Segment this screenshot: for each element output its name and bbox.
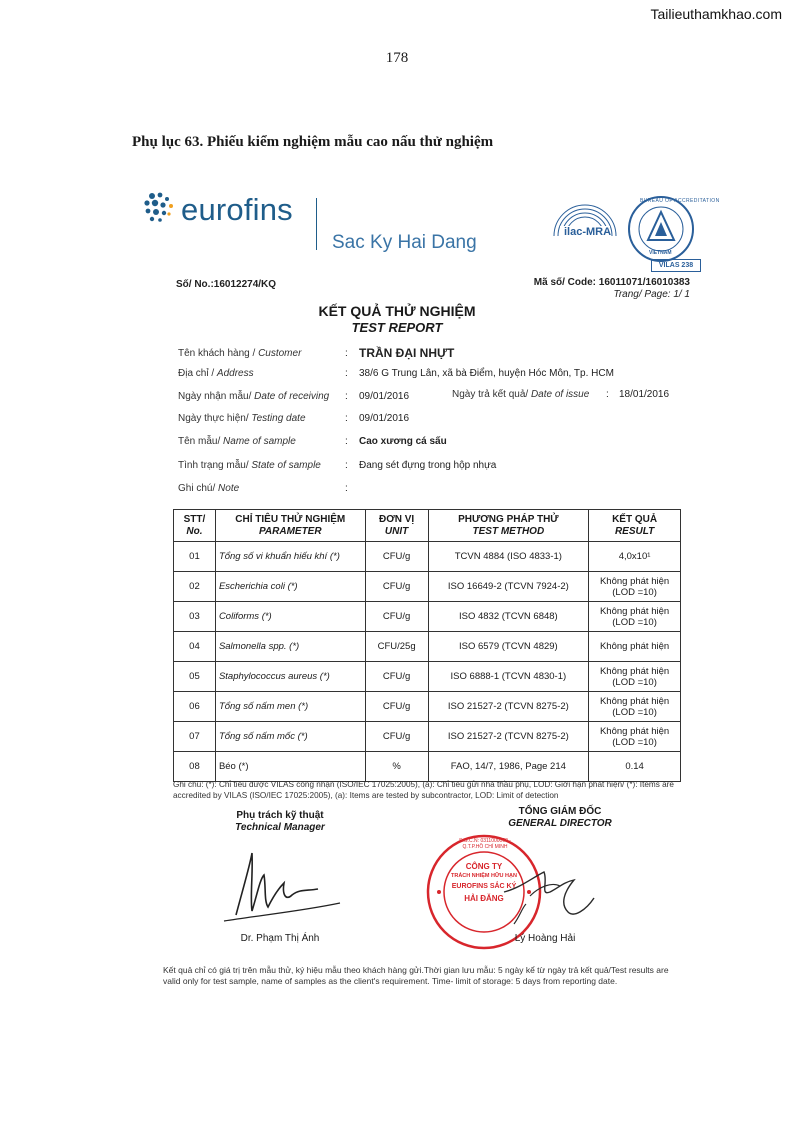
receiving-date-label bbox=[178, 391, 329, 402]
cell-no: 03 bbox=[174, 602, 216, 632]
colon: : bbox=[345, 413, 348, 424]
boa-country: VIETNAM bbox=[649, 250, 672, 256]
issue-date-label-vi: Ngày trả kết quả/ bbox=[452, 389, 531, 400]
header-unit bbox=[365, 510, 428, 542]
cell-parameter: Coliforms (*) bbox=[215, 602, 365, 632]
page-number: 178 bbox=[385, 50, 409, 66]
header-no bbox=[174, 510, 216, 542]
cell-parameter: Salmonella spp. (*) bbox=[215, 632, 365, 662]
eurofins-logo-text: eurofins bbox=[181, 192, 293, 227]
cell-result: Không phát hiện (LOD =10) bbox=[589, 572, 681, 602]
customer-value: TRẦN ĐẠI NHỰT bbox=[359, 346, 455, 360]
cell-unit: CFU/25g bbox=[365, 632, 428, 662]
footnote: Ghi chú: (*): Chỉ tiêu được VILAS công nhận (ISO/IEC 17025:2005), (a): Chỉ tiêu gửi nhà thầu phụ, LOD: Giới hạn phát hiện/ (*): Items are accredited by VILAS (ISO/IEC 17025:2005), (a): Items are tested by subcontractor, LOD: Limit of detection bbox=[173, 780, 674, 800]
cell-parameter: Tổng số nấm mốc (*) bbox=[215, 722, 365, 752]
table-row bbox=[174, 572, 681, 602]
boa-ring-text: BUREAU OF ACCREDITATION bbox=[640, 198, 720, 204]
cell-method: TCVN 4884 (ISO 4833-1) bbox=[428, 542, 589, 572]
cell-result: 0.14 bbox=[589, 752, 681, 782]
cell-result: Không phát hiện (LOD =10) bbox=[589, 692, 681, 722]
stamp-line-4: HẢI ĐĂNG bbox=[464, 894, 504, 903]
cell-parameter: Tổng số nấm men (*) bbox=[215, 692, 365, 722]
tech-manager-title-en: Technical Manager bbox=[235, 822, 325, 833]
cell-method: ISO 16649-2 (TCVN 7924-2) bbox=[428, 572, 589, 602]
table-row bbox=[174, 752, 681, 782]
receiving-date-label-vi: Ngày nhận mẫu/ bbox=[178, 391, 255, 402]
table-header-row bbox=[174, 510, 681, 542]
cell-no: 07 bbox=[174, 722, 216, 752]
cell-method: ISO 21527-2 (TCVN 8275-2) bbox=[428, 692, 589, 722]
cell-method: ISO 4832 (TCVN 6848) bbox=[428, 602, 589, 632]
note-label-en: Note bbox=[218, 483, 240, 494]
note-label-vi: Ghi chú/ bbox=[178, 483, 219, 494]
testing-date-label-en: Testing date bbox=[251, 413, 306, 424]
header-result-en: RESULT bbox=[614, 525, 655, 537]
report-title-vi: KẾT QUẢ THỬ NGHIỆM bbox=[318, 303, 476, 319]
header-unit-en: UNIT bbox=[384, 525, 409, 537]
issue-date-label bbox=[452, 389, 589, 400]
address-value: 38/6 G Trung Lân, xã bà Điểm, huyện Hóc Môn, Tp. HCM bbox=[359, 368, 614, 379]
cell-parameter: Béo (*) bbox=[215, 752, 365, 782]
sample-state-label-vi: Tình trạng mẫu/ bbox=[178, 460, 252, 471]
testing-date-label bbox=[178, 413, 306, 424]
cell-method: ISO 6888-1 (TCVN 4830-1) bbox=[428, 662, 589, 692]
report-title-en: TEST REPORT bbox=[351, 320, 443, 335]
colon: : bbox=[345, 483, 348, 494]
colon: : bbox=[345, 436, 348, 447]
stamp-ring-text: S.G.C.N: 0311000000 - Q.T.P.HỒ CHÍ MINH bbox=[459, 838, 511, 850]
tech-manager-name: Dr. Phạm Thị Ánh bbox=[240, 933, 320, 944]
cell-no: 05 bbox=[174, 662, 216, 692]
logo-subtitle: Sac Ky Hai Dang bbox=[332, 232, 477, 253]
colon: : bbox=[606, 389, 609, 400]
customer-label bbox=[178, 348, 301, 359]
cell-method: ISO 6579 (TCVN 4829) bbox=[428, 632, 589, 662]
report-number: Số/ No.:16012274/KQ bbox=[176, 279, 277, 290]
colon: : bbox=[345, 460, 348, 471]
logo-divider bbox=[316, 198, 317, 250]
cell-method: FAO, 14/7, 1986, Page 214 bbox=[428, 752, 589, 782]
cell-unit: CFU/g bbox=[365, 662, 428, 692]
table-row bbox=[174, 542, 681, 572]
sample-name-label-vi: Tên mẫu/ bbox=[178, 436, 224, 447]
sample-state-value: Đang sét đựng trong hộp nhựa bbox=[359, 460, 497, 471]
issue-date-value: 18/01/2016 bbox=[619, 389, 670, 400]
header-parameter bbox=[215, 510, 365, 542]
cell-unit: CFU/g bbox=[365, 542, 428, 572]
sample-state-label bbox=[178, 460, 321, 471]
cell-no: 01 bbox=[174, 542, 216, 572]
sample-name-label bbox=[178, 436, 296, 447]
receiving-date-value: 09/01/2016 bbox=[359, 391, 410, 402]
header-parameter-vi: CHỈ TIÊU THỬ NGHIỆM bbox=[235, 513, 346, 525]
director-name: Lý Hoàng Hải bbox=[514, 933, 576, 944]
cell-method: ISO 21527-2 (TCVN 8275-2) bbox=[428, 722, 589, 752]
colon: : bbox=[345, 348, 348, 359]
cell-unit: CFU/g bbox=[365, 692, 428, 722]
tech-manager-title-vi: Phụ trách kỹ thuật bbox=[236, 810, 324, 821]
table-row bbox=[174, 632, 681, 662]
results-table bbox=[173, 509, 681, 782]
address-label-vi: Địa chỉ / bbox=[178, 368, 217, 379]
cell-no: 06 bbox=[174, 692, 216, 722]
header-result bbox=[589, 510, 681, 542]
cell-no: 04 bbox=[174, 632, 216, 662]
header-no-en: No. bbox=[186, 525, 203, 537]
sample-name-label-en: Name of sample bbox=[223, 436, 296, 447]
stamp-line-2: TRÁCH NHIỆM HỮU HẠN bbox=[451, 873, 517, 879]
header-result-vi: KẾT QUẢ bbox=[612, 513, 658, 525]
vilas-seal-icon bbox=[626, 194, 696, 269]
stamp-line-3: EUROFINS SẮC KÝ bbox=[451, 883, 517, 890]
receiving-date-label-en: Date of receiving bbox=[254, 391, 330, 402]
header-method-en: TEST METHOD bbox=[472, 525, 545, 537]
cell-unit: CFU/g bbox=[365, 572, 428, 602]
cell-result: Không phát hiện (LOD =10) bbox=[589, 662, 681, 692]
cell-unit: CFU/g bbox=[365, 602, 428, 632]
testing-date-label-vi: Ngày thực hiện/ bbox=[178, 413, 252, 424]
colon: : bbox=[345, 391, 348, 402]
report-page: Trang/ Page: 1/ 1 bbox=[613, 289, 690, 300]
table-row bbox=[174, 602, 681, 632]
director-title-vi: TỔNG GIÁM ĐỐC bbox=[518, 806, 602, 817]
cell-no: 08 bbox=[174, 752, 216, 782]
header-method bbox=[428, 510, 589, 542]
appendix-heading: Phụ lục 63. Phiếu kiểm nghiệm mẫu cao nấu thử nghiệm bbox=[132, 134, 494, 150]
cell-result: Không phát hiện (LOD =10) bbox=[589, 722, 681, 752]
sample-state-label-en: State of sample bbox=[251, 460, 321, 471]
cell-parameter: Escherichia coli (*) bbox=[215, 572, 365, 602]
vilas-number: VILAS 238 bbox=[651, 259, 701, 272]
address-label-en: Address bbox=[216, 368, 254, 379]
colon: : bbox=[345, 368, 348, 379]
watermark: Tailieuthamkhao.com bbox=[650, 6, 782, 22]
ilac-mra-label: ilac-MRA bbox=[564, 226, 612, 238]
cell-unit: % bbox=[365, 752, 428, 782]
director-title-en: GENERAL DIRECTOR bbox=[508, 818, 612, 829]
cell-result: 4,0x10¹ bbox=[589, 542, 681, 572]
header-unit-vi: ĐƠN VỊ bbox=[379, 513, 415, 525]
cell-no: 02 bbox=[174, 572, 216, 602]
table-row bbox=[174, 662, 681, 692]
bottom-note: Kết quả chỉ có giá trị trên mẫu thử, ký hiệu mẫu theo khách hàng gửi.Thời gian lưu mẫu: 5 ngày kể từ ngày trả kết quả/Test results are valid only for test sample, name of samples as the client's requirement. Time- limit of storage: 5 days from reporting date. bbox=[163, 965, 669, 986]
director-signature-icon bbox=[500, 852, 600, 937]
address-label bbox=[178, 368, 254, 379]
header-no-vi: STT/ bbox=[183, 513, 206, 525]
cell-parameter: Staphylococcus aureus (*) bbox=[215, 662, 365, 692]
header-method-vi: PHƯƠNG PHÁP THỬ bbox=[458, 513, 559, 525]
cell-result: Không phát hiện (LOD =10) bbox=[589, 602, 681, 632]
report-code: Mã số/ Code: 16011071/16010383 bbox=[533, 277, 690, 288]
issue-date-label-en: Date of issue bbox=[530, 389, 590, 400]
table-row bbox=[174, 722, 681, 752]
customer-label-vi: Tên khách hàng / bbox=[178, 348, 259, 359]
header-parameter-en: PARAMETER bbox=[258, 525, 322, 537]
eurofins-logo-icon bbox=[142, 190, 178, 231]
testing-date-value: 09/01/2016 bbox=[359, 413, 410, 424]
sample-name-value: Cao xương cá sấu bbox=[359, 436, 447, 447]
cell-unit: CFU/g bbox=[365, 722, 428, 752]
customer-label-en: Customer bbox=[258, 348, 302, 359]
tech-manager-signature-icon bbox=[222, 845, 342, 930]
stamp-line-1: CÔNG TY bbox=[465, 862, 503, 871]
cell-result: Không phát hiện bbox=[589, 632, 681, 662]
cell-parameter: Tổng số vi khuẩn hiếu khí (*) bbox=[215, 542, 365, 572]
table-row bbox=[174, 692, 681, 722]
note-label bbox=[178, 483, 239, 494]
